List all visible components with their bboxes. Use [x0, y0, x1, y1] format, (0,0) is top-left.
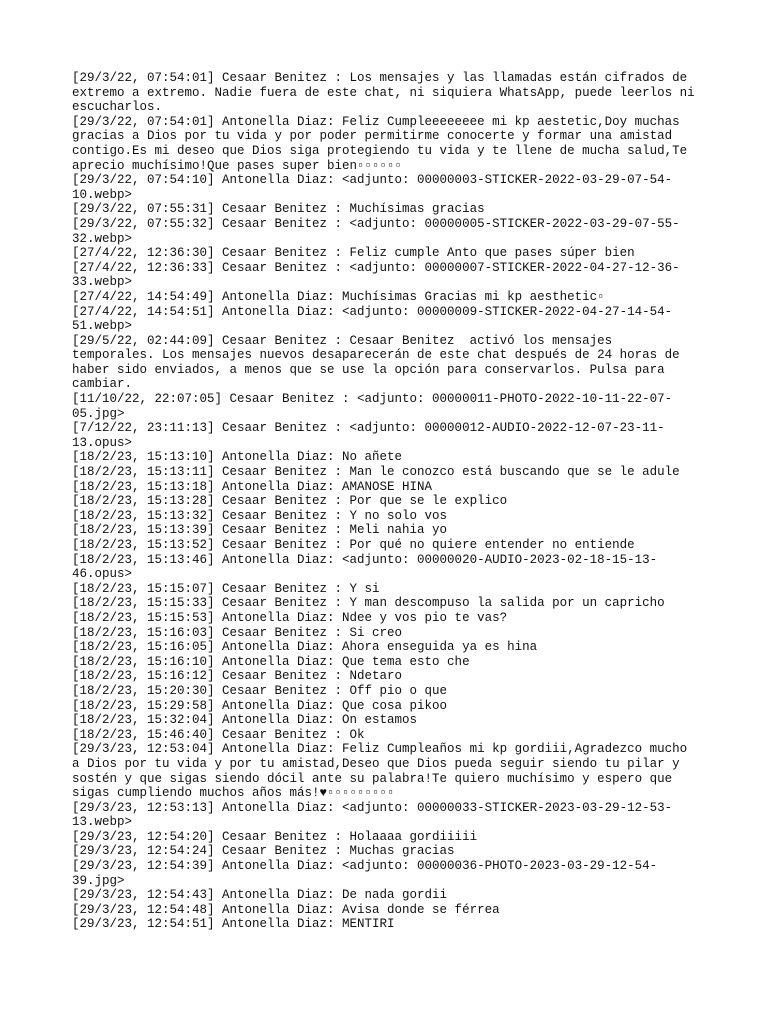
transcript-line: [18/2/23, 15:13:28] Cesaar Benitez : Por que se le explico	[72, 494, 508, 509]
transcript-line: [18/2/23, 15:13:10] Antonella Diaz: No añete	[72, 450, 403, 465]
transcript-line: [29/3/23, 12:54:43] Antonella Diaz: De nada gordii	[72, 888, 448, 903]
transcript-line: [27/4/22, 14:54:49] Antonella Diaz: Muchísimas Gracias mi kp aesthetic▫	[72, 289, 605, 304]
transcript-line: [29/3/23, 12:54:39] Antonella Diaz: <adjunto: 00000036-PHOTO-2023-03-29-12-54-	[72, 859, 658, 874]
transcript-line: [18/2/23, 15:15:07] Cesaar Benitez : Y si	[72, 581, 380, 596]
transcript-line: [18/2/23, 15:16:12] Cesaar Benitez : Ndetaro	[72, 669, 403, 684]
transcript-line: [18/2/23, 15:16:03] Cesaar Benitez : Si creo	[72, 625, 403, 640]
transcript-line: haber sido enviados, a menos que se use la opción para conservarlos. Pulsa para	[72, 362, 665, 377]
transcript-line: [18/2/23, 15:13:46] Antonella Diaz: <adjunto: 00000020-AUDIO-2023-02-18-15-13-	[72, 552, 658, 567]
transcript-line: [18/2/23, 15:29:58] Antonella Diaz: Que cosa pikoo	[72, 698, 448, 713]
transcript-line: [29/3/22, 07:55:32] Cesaar Benitez : <adjunto: 00000005-STICKER-2022-03-29-07-55-	[72, 216, 680, 231]
transcript-line: 05.jpg>	[72, 406, 125, 421]
transcript-line: 10.webp>	[72, 187, 133, 202]
transcript-line: [18/2/23, 15:15:53] Antonella Diaz: Ndee y vos pio te vas?	[72, 610, 508, 625]
transcript-line: [18/2/23, 15:16:10] Antonella Diaz: Que tema esto che	[72, 654, 470, 669]
transcript-line: [29/3/22, 07:54:10] Antonella Diaz: <adjunto: 00000003-STICKER-2022-03-29-07-54-	[72, 173, 673, 188]
transcript-line: [29/3/22, 07:54:01] Cesaar Benitez : Los mensajes y las llamadas están cifrados de	[72, 71, 688, 85]
transcript-line: [29/3/22, 07:54:01] Antonella Diaz: Feliz Cumpleeeeeeee mi kp aestetic,Doy muchas	[72, 114, 680, 129]
transcript-line: extremo a extremo. Nadie fuera de este chat, ni siquiera WhatsApp, puede leerlos ni	[72, 85, 695, 100]
transcript-line: [18/2/23, 15:16:05] Antonella Diaz: Ahora enseguida ya es hina	[72, 640, 538, 655]
transcript-line: [18/2/23, 15:13:32] Cesaar Benitez : Y no solo vos	[72, 508, 448, 523]
transcript-line: sigas cumpliendo muchos años más!♥▫▫▫▫▫▫▫▫▫	[72, 786, 395, 801]
transcript-line: 39.jpg>	[72, 873, 125, 888]
transcript-line: [29/3/23, 12:53:13] Antonella Diaz: <adjunto: 00000033-STICKER-2023-03-29-12-53-	[72, 800, 673, 815]
transcript-line: [11/10/22, 22:07:05] Cesaar Benitez : <adjunto: 00000011-PHOTO-2022-10-11-22-07-	[72, 392, 673, 407]
transcript-line: [18/2/23, 15:20:30] Cesaar Benitez : Off pio o que	[72, 683, 448, 698]
transcript-line: sostén y que sigas siendo dócil ante su palabra!Te quiero muchísimo y espero que	[72, 771, 673, 786]
transcript-line: temporales. Los mensajes nuevos desaparecerán de este chat después de 24 horas de	[72, 348, 680, 363]
transcript-line: escucharlos.	[72, 100, 163, 115]
transcript-line: [18/2/23, 15:13:18] Antonella Diaz: AMANOSE HINA	[72, 479, 433, 494]
transcript-line: [27/4/22, 12:36:30] Cesaar Benitez : Feliz cumple Anto que pases súper bien	[72, 246, 635, 261]
transcript-line: 13.opus>	[72, 435, 133, 450]
transcript-line: 33.webp>	[72, 275, 133, 290]
transcript-line: gracias a Dios por tu vida y por poder permitirme conocerte y formar una amistad	[72, 129, 673, 144]
transcript-line: [18/2/23, 15:13:52] Cesaar Benitez : Por qué no quiere entender no entiende	[72, 538, 635, 552]
transcript-line: [29/5/22, 02:44:09] Cesaar Benitez : Cesaar Benitez activó los mensajes	[72, 333, 613, 348]
transcript-line: cambiar.	[72, 377, 133, 392]
transcript-line: [27/4/22, 14:54:51] Antonella Diaz: <adjunto: 00000009-STICKER-2022-04-27-14-54-	[72, 304, 673, 319]
transcript-line: [18/2/23, 15:13:39] Cesaar Benitez : Meli nahia yo	[72, 523, 448, 538]
transcript-line: 51.webp>	[72, 319, 133, 334]
transcript-line: aprecio muchísimo!Que pases super bien▫▫▫▫▫▫	[72, 158, 403, 173]
transcript-line: [27/4/22, 12:36:33] Cesaar Benitez : <adjunto: 00000007-STICKER-2022-04-27-12-36-	[72, 260, 680, 275]
transcript-line: 13.webp>	[72, 815, 133, 830]
transcript-line: [29/3/23, 12:54:20] Cesaar Benitez : Holaaaa gordiiiii	[72, 829, 478, 844]
chat-transcript	[72, 71, 702, 932]
transcript-line: [29/3/23, 12:54:24] Cesaar Benitez : Muchas gracias	[72, 844, 455, 859]
transcript-line: [29/3/22, 07:55:31] Cesaar Benitez : Muchísimas gracias	[72, 202, 485, 217]
transcript-line: a Dios por tu vida y por tu amistad,Deseo que Dios pueda seguir siendo tu pilar y	[72, 756, 680, 771]
transcript-line: [18/2/23, 15:32:04] Antonella Diaz: On estamos	[72, 713, 418, 728]
transcript-line: [29/3/23, 12:54:48] Antonella Diaz: Avisa donde se férrea	[72, 902, 500, 917]
transcript-line: [18/2/23, 15:13:11] Cesaar Benitez : Man le conozco está buscando que se le adule	[72, 465, 680, 480]
transcript-line: contigo.Es mi deseo que Dios siga protegiendo tu vida y te llene de mucha salud,Te	[72, 143, 688, 158]
transcript-line: 46.opus>	[72, 567, 133, 582]
transcript-line: [29/3/23, 12:53:04] Antonella Diaz: Feliz Cumpleaños mi kp gordiii,Agradezco mucho	[72, 742, 688, 757]
transcript-line: [7/12/22, 23:11:13] Cesaar Benitez : <adjunto: 00000012-AUDIO-2022-12-07-23-11-	[72, 421, 665, 436]
transcript-line: [29/3/23, 12:54:51] Antonella Diaz: MENTIRI	[72, 917, 395, 932]
transcript-line: [18/2/23, 15:15:33] Cesaar Benitez : Y man descompuso la salida por un capricho	[72, 596, 665, 611]
transcript-line: [18/2/23, 15:46:40] Cesaar Benitez : Ok	[72, 727, 365, 742]
transcript-line: 32.webp>	[72, 231, 133, 246]
